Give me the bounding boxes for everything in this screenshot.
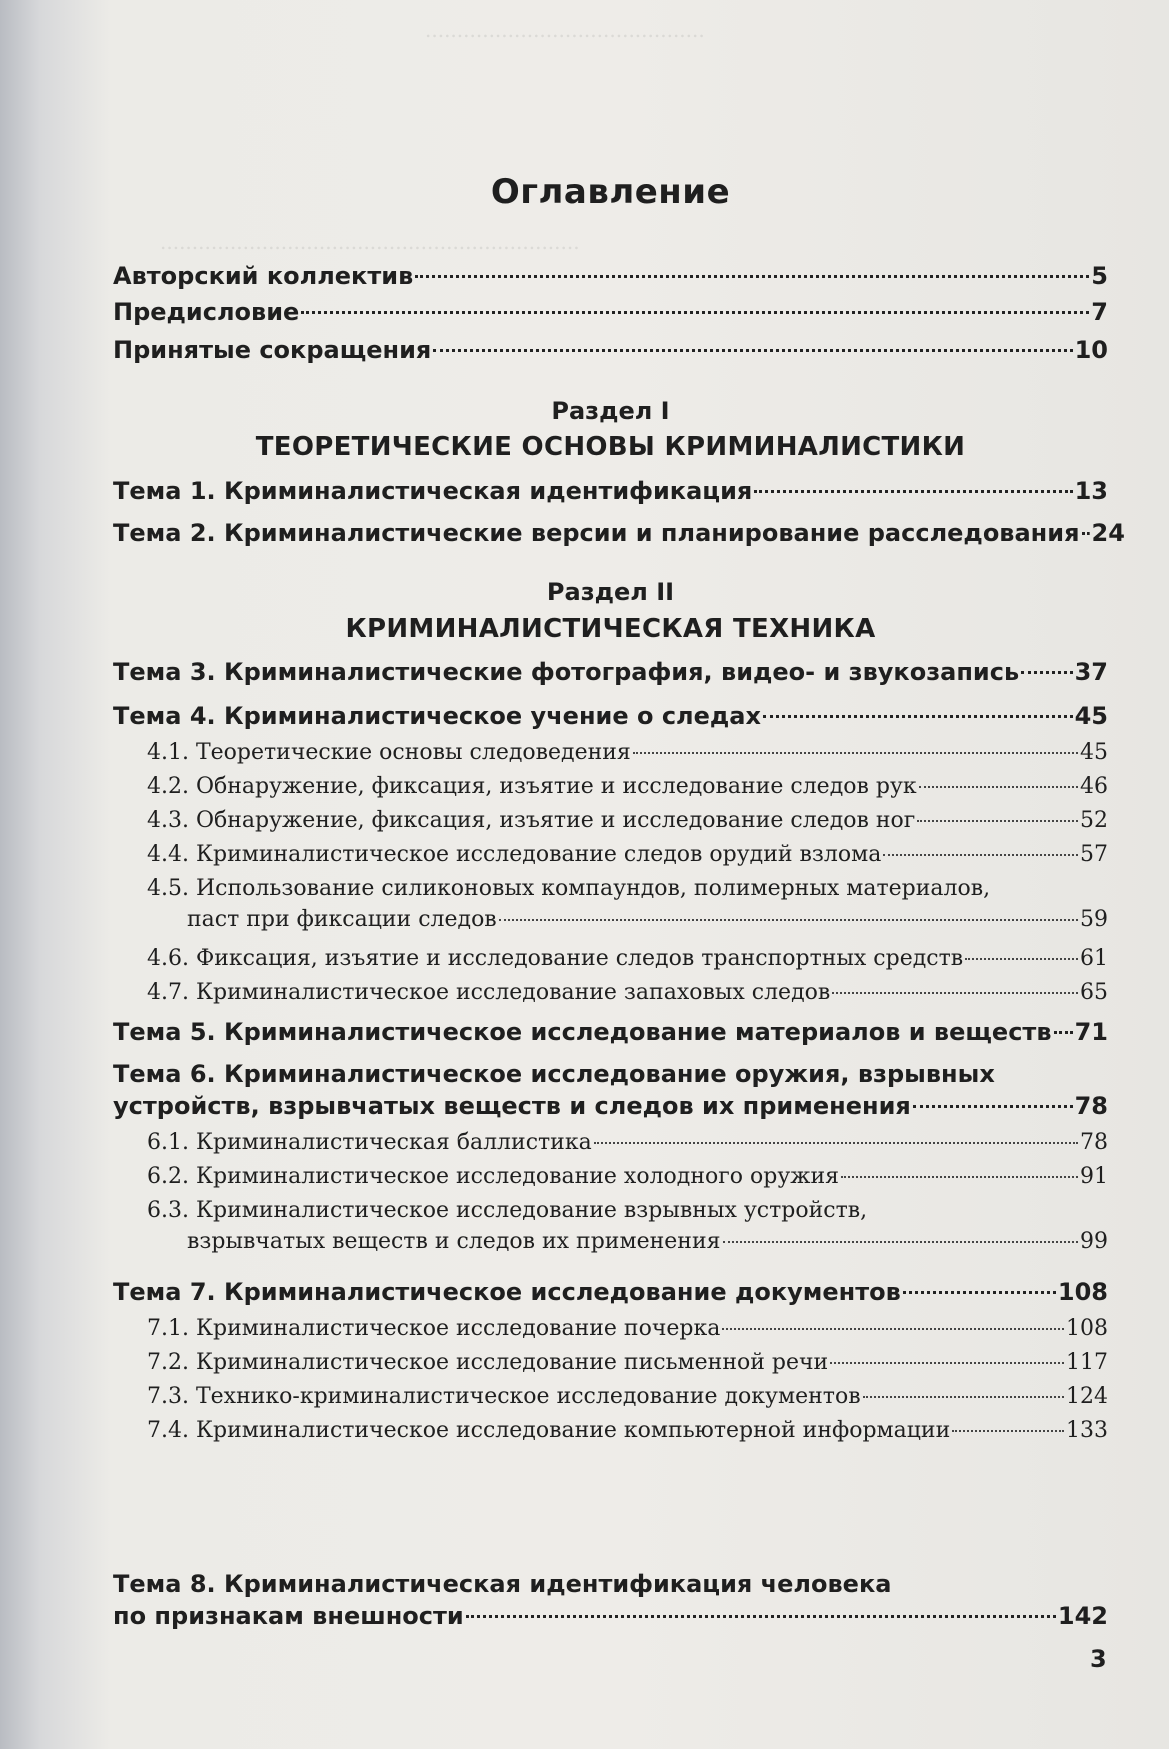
section-1-title: ТЕОРЕТИЧЕСКИЕ ОСНОВЫ КРИМИНАЛИСТИКИ [255,432,966,462]
page-ref: 108 [1066,1316,1108,1341]
dot-leader [919,786,1078,788]
toc-subentry-6-3[interactable]: 6.3. Криминалистическое исследование взрывных устройств, взрывчатых веществ и следов их применения 99 [147,1198,1108,1254]
page-ref: 57 [1080,842,1108,867]
dot-leader [433,349,1072,352]
section-2-number: Раздел II [546,578,675,606]
dot-leader [830,1362,1064,1364]
toc-entry-authors[interactable]: Авторский коллектив 5 [113,262,1108,290]
dot-leader [1082,532,1090,535]
toc-entry-topic-6[interactable]: Тема 6. Криминалистическое исследование оружия, взрывных устройств, взрывчатых веществ и следов их применения 78 [113,1060,1108,1120]
dot-leader [722,1328,1064,1330]
toc-subentry-6-1[interactable]: 6.1. Криминалистическая баллистика 78 [147,1130,1108,1155]
page-ref: 24 [1091,519,1125,547]
dot-leader [883,854,1078,856]
section-1-number: Раздел I [551,397,670,425]
dot-leader [965,958,1078,960]
toc-subentry-4-6[interactable]: 4.6. Фиксация, изъятие и исследование следов транспортных средств 61 [147,946,1108,971]
page-ref: 7 [1091,298,1108,326]
toc-entry-preface[interactable]: Предисловие 7 [113,298,1108,326]
toc-subentry-7-3[interactable]: 7.3. Технико-криминалистическое исследование документов 124 [147,1384,1108,1409]
page-ref: 99 [1080,1229,1108,1254]
toc-entry-topic-7[interactable]: Тема 7. Криминалистическое исследование документов 108 [113,1278,1108,1306]
toc-entry-abbreviations[interactable]: Принятые сокращения 10 [113,336,1108,364]
dot-leader [301,311,1089,314]
page-ref: 108 [1057,1278,1108,1306]
page-ref: 71 [1074,1018,1108,1046]
page-title: Оглавление [490,172,731,212]
toc-subentry-7-4[interactable]: 7.4. Криминалистическое исследование компьютерной информации 133 [147,1418,1108,1443]
page-ref: 59 [1080,907,1108,932]
dot-leader [863,1396,1064,1398]
page-ref: 45 [1074,702,1108,730]
toc-entry-topic-2[interactable]: Тема 2. Криминалистические версии и планирование расследования 24 [113,519,1125,547]
dot-leader [594,1142,1078,1144]
page-ref: 78 [1080,1130,1108,1155]
page-ref: 45 [1080,740,1108,765]
toc-entry-topic-8[interactable]: Тема 8. Криминалистическая идентификация человека по признакам внешности 142 [113,1570,1108,1630]
dot-leader [903,1291,1056,1294]
page-ref: 65 [1080,980,1108,1005]
toc-entry-topic-5[interactable]: Тема 5. Криминалистическое исследование материалов и веществ 71 [113,1018,1108,1046]
toc-entry-topic-1[interactable]: Тема 1. Криминалистическая идентификация 13 [113,477,1108,505]
toc-subentry-7-1[interactable]: 7.1. Криминалистическое исследование почерка 108 [147,1316,1108,1341]
toc-subentry-4-2[interactable]: 4.2. Обнаружение, фиксация, изъятие и исследование следов рук 46 [147,774,1108,799]
page-ref: 10 [1074,336,1108,364]
bleed-through-text: ............................................ [425,18,705,42]
toc-subentry-6-2[interactable]: 6.2. Криминалистическое исследование холодного оружия 91 [147,1164,1108,1189]
page-ref: 133 [1066,1418,1108,1443]
dot-leader [763,715,1073,718]
dot-leader [415,275,1089,278]
toc-subentry-7-2[interactable]: 7.2. Криминалистическое исследование письменной речи 117 [147,1350,1108,1375]
page-ref: 37 [1074,658,1108,686]
toc-subentry-4-1[interactable]: 4.1. Теоретические основы следоведения 45 [147,740,1108,765]
page-ref: 91 [1080,1164,1108,1189]
page-ref: 61 [1080,946,1108,971]
dot-leader [723,1241,1079,1243]
dot-leader [952,1430,1064,1432]
dot-leader [913,1105,1073,1108]
dot-leader [466,1615,1056,1618]
page-ref: 13 [1074,477,1108,505]
toc-subentry-4-7[interactable]: 4.7. Криминалистическое исследование запаховых следов 65 [147,980,1108,1005]
page-ref: 78 [1074,1092,1108,1120]
section-2-title: КРИМИНАЛИСТИЧЕСКАЯ ТЕХНИКА [345,614,876,644]
dot-leader [754,490,1072,493]
page-ref: 5 [1091,262,1108,290]
page-ref: 124 [1066,1384,1108,1409]
page-ref: 142 [1057,1602,1108,1630]
toc-entry-topic-4[interactable]: Тема 4. Криминалистическое учение о следах 45 [113,702,1108,730]
dot-leader [499,919,1078,921]
dot-leader [841,1176,1078,1178]
dot-leader [1054,1031,1073,1034]
page-number: 3 [1090,1645,1107,1673]
toc-subentry-4-4[interactable]: 4.4. Криминалистическое исследование следов орудий взлома 57 [147,842,1108,867]
toc-subentry-4-3[interactable]: 4.3. Обнаружение, фиксация, изъятие и исследование следов ног 52 [147,808,1108,833]
dot-leader [832,992,1078,994]
dot-leader [633,752,1078,754]
page-ref: 46 [1080,774,1108,799]
dot-leader [917,820,1078,822]
dot-leader [1021,671,1072,674]
toc-subentry-4-5[interactable]: 4.5. Использование силиконовых компаундов, полимерных материалов, паст при фиксации следов 59 [147,876,1108,932]
toc-entry-topic-3[interactable]: Тема 3. Криминалистические фотография, видео- и звукозапись 37 [113,658,1108,686]
page-ref: 117 [1066,1350,1108,1375]
bleed-through-text: .................................................................. [160,230,580,254]
page-ref: 52 [1080,808,1108,833]
